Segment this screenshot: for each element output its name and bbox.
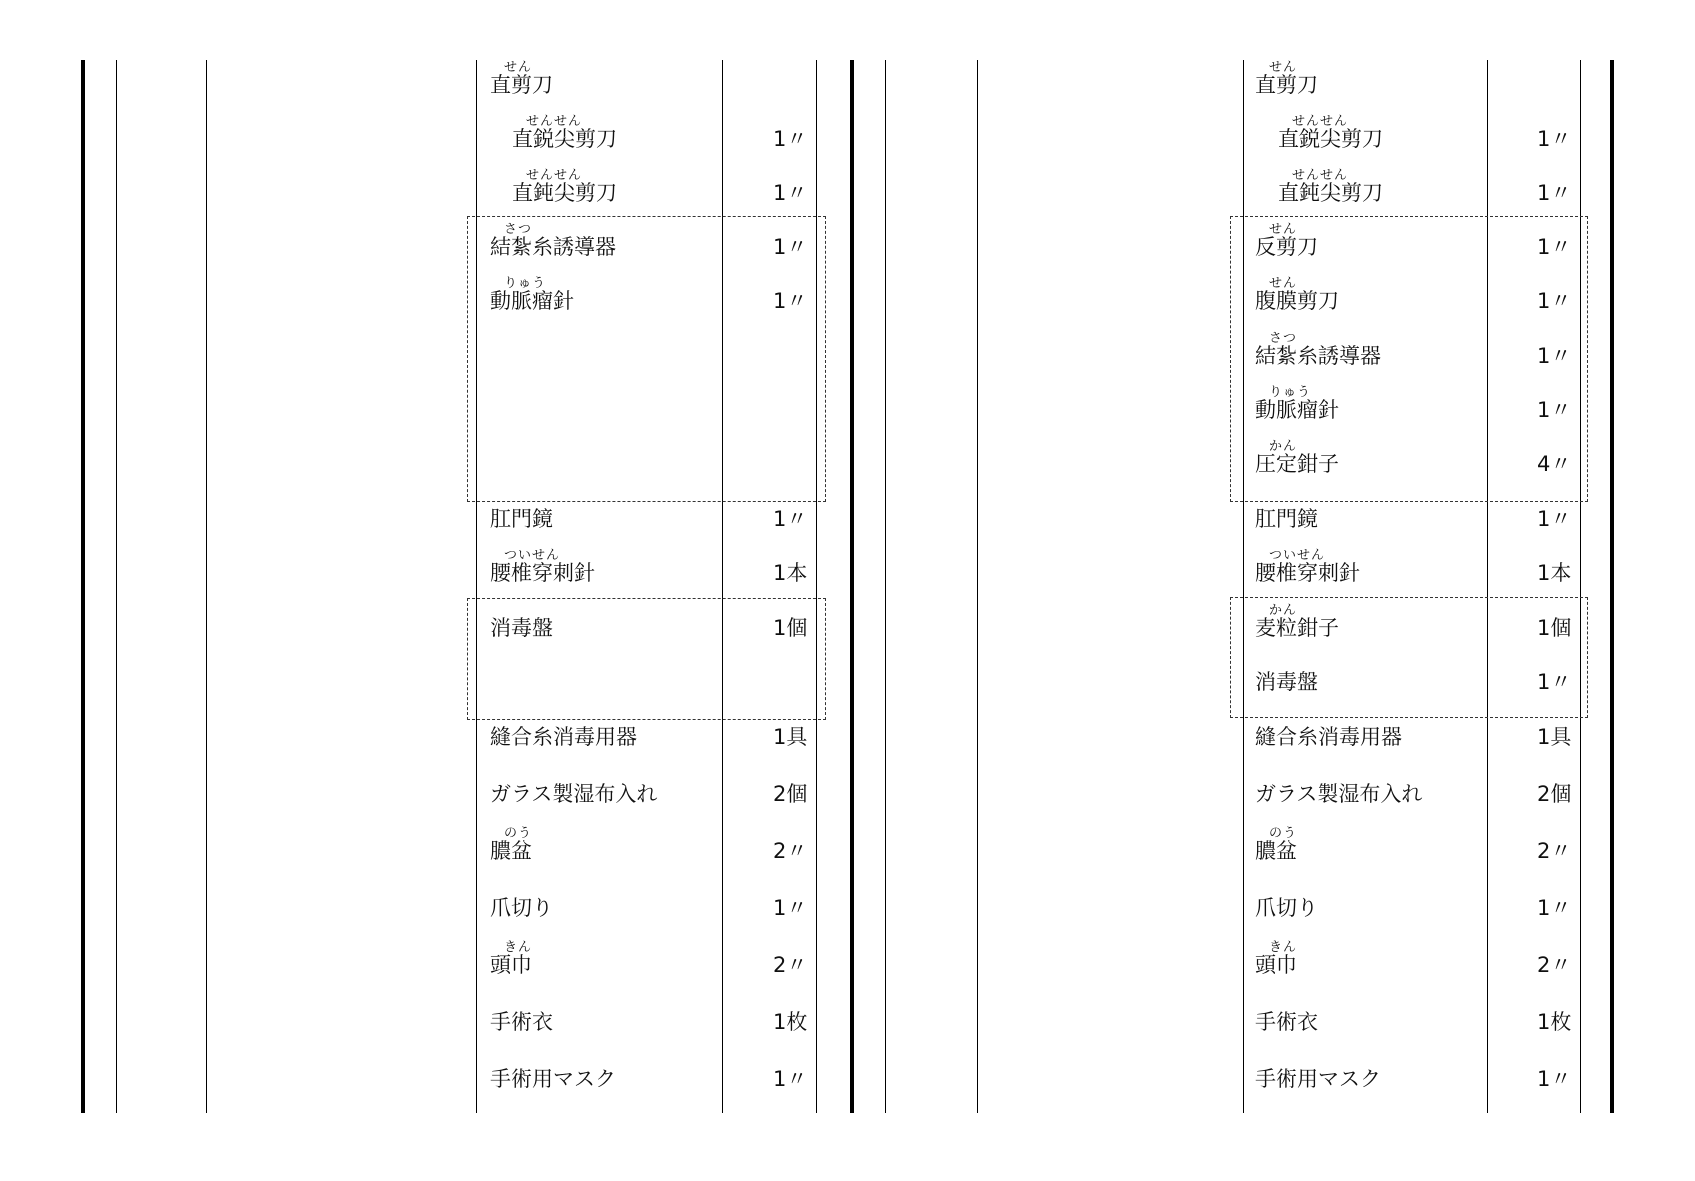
item-quantity: 2個 <box>773 782 808 806</box>
furigana: せん <box>1269 276 1298 291</box>
item-name: 縫合糸消毒用器 <box>1255 725 1402 749</box>
table-row <box>0 324 1695 378</box>
item-name: 腰椎穿刺針 <box>1255 561 1360 585</box>
table-row <box>0 1047 1695 1101</box>
item-name: 手術衣 <box>1255 1010 1318 1034</box>
item-name: ガラス製湿布入れ <box>490 782 658 806</box>
item-name: 肛門鏡 <box>490 507 553 531</box>
item-quantity: 1〃 <box>773 181 808 205</box>
item-quantity: 1〃 <box>1537 181 1572 205</box>
furigana: せん <box>1269 222 1298 237</box>
item-name: 麦粒鉗子 <box>1255 616 1339 640</box>
item-name: 腹膜剪刀 <box>1255 289 1339 313</box>
table-row <box>0 990 1695 1044</box>
item-name: 手術用マスク <box>490 1067 616 1091</box>
table-row <box>0 762 1695 816</box>
table-row <box>0 432 1695 486</box>
furigana: さつ <box>504 222 533 237</box>
item-quantity: 1〃 <box>1537 507 1572 531</box>
table-row <box>0 596 1695 650</box>
furigana: せんせん <box>526 114 583 129</box>
item-name: 直鋭尖剪刀 <box>512 127 617 151</box>
table-row <box>0 269 1695 323</box>
item-name: 動脈瘤針 <box>1255 398 1339 422</box>
item-quantity: 1本 <box>773 561 808 585</box>
furigana: せん <box>504 60 533 75</box>
item-name: 頭巾 <box>1255 953 1297 977</box>
furigana: かん <box>1269 603 1298 618</box>
item-quantity: 1〃 <box>773 235 808 259</box>
item-quantity: 1〃 <box>1537 896 1572 920</box>
item-name: 頭巾 <box>490 953 532 977</box>
item-name: 反剪刀 <box>1255 235 1318 259</box>
table-row <box>0 876 1695 930</box>
item-name: 動脈瘤針 <box>490 289 574 313</box>
item-quantity: 1〃 <box>773 507 808 531</box>
table-row <box>0 541 1695 595</box>
item-name: 結紮糸誘導器 <box>1255 344 1381 368</box>
furigana: ついせん <box>504 548 561 563</box>
table-row <box>0 933 1695 987</box>
furigana: りゅう <box>504 276 547 291</box>
item-name: 縫合糸消毒用器 <box>490 725 637 749</box>
item-quantity: 1枚 <box>773 1010 808 1034</box>
table-row <box>0 215 1695 269</box>
item-quantity: 1〃 <box>773 1067 808 1091</box>
furigana: きん <box>504 940 533 955</box>
furigana: せんせん <box>1292 168 1349 183</box>
item-name: 直剪刀 <box>1255 73 1318 97</box>
furigana: さつ <box>1269 331 1298 346</box>
item-quantity: 1〃 <box>1537 344 1572 368</box>
item-quantity: 2〃 <box>773 839 808 863</box>
item-quantity: 2〃 <box>1537 839 1572 863</box>
item-quantity: 1個 <box>1537 616 1572 640</box>
item-quantity: 1具 <box>773 725 808 749</box>
item-quantity: 1〃 <box>773 289 808 313</box>
furigana: せん <box>1269 60 1298 75</box>
furigana: ついせん <box>1269 548 1326 563</box>
item-name: 消毒盤 <box>490 616 553 640</box>
item-name: 手術用マスク <box>1255 1067 1381 1091</box>
item-quantity: 1〃 <box>1537 1067 1572 1091</box>
item-quantity: 1枚 <box>1537 1010 1572 1034</box>
item-name: 直鋭尖剪刀 <box>1278 127 1383 151</box>
item-name: 直剪刀 <box>490 73 553 97</box>
table-row <box>0 705 1695 759</box>
item-name: 腰椎穿刺針 <box>490 561 595 585</box>
item-quantity: 1〃 <box>773 896 808 920</box>
item-quantity: 1〃 <box>1537 289 1572 313</box>
item-name: ガラス製湿布入れ <box>1255 782 1423 806</box>
item-quantity: 1〃 <box>1537 670 1572 694</box>
item-name: 爪切り <box>1255 896 1318 920</box>
table-row <box>0 487 1695 541</box>
furigana: のう <box>504 826 533 841</box>
item-quantity: 1〃 <box>1537 235 1572 259</box>
table-row <box>0 107 1695 161</box>
item-name: 消毒盤 <box>1255 670 1318 694</box>
item-quantity: 1〃 <box>1537 398 1572 422</box>
item-name: 圧定鉗子 <box>1255 452 1339 476</box>
item-quantity: 1個 <box>773 616 808 640</box>
item-name: 肛門鏡 <box>1255 507 1318 531</box>
table-row <box>0 650 1695 704</box>
item-quantity: 1本 <box>1537 561 1572 585</box>
item-name: 膿盆 <box>490 839 532 863</box>
furigana: のう <box>1269 826 1298 841</box>
table-row <box>0 819 1695 873</box>
item-name: 直鈍尖剪刀 <box>512 181 617 205</box>
furigana: きん <box>1269 940 1298 955</box>
item-quantity: 2個 <box>1537 782 1572 806</box>
furigana: かん <box>1269 439 1298 454</box>
table-row <box>0 378 1695 432</box>
furigana: せんせん <box>1292 114 1349 129</box>
furigana: りゅう <box>1269 385 1312 400</box>
item-name: 膿盆 <box>1255 839 1297 863</box>
table-row <box>0 53 1695 107</box>
item-name: 手術衣 <box>490 1010 553 1034</box>
item-quantity: 1〃 <box>773 127 808 151</box>
item-quantity: 2〃 <box>773 953 808 977</box>
item-quantity: 1具 <box>1537 725 1572 749</box>
furigana: せんせん <box>526 168 583 183</box>
item-quantity: 2〃 <box>1537 953 1572 977</box>
item-name: 結紮糸誘導器 <box>490 235 616 259</box>
table-row <box>0 161 1695 215</box>
item-quantity: 4〃 <box>1537 452 1572 476</box>
item-name: 直鈍尖剪刀 <box>1278 181 1383 205</box>
item-name: 爪切り <box>490 896 553 920</box>
item-quantity: 1〃 <box>1537 127 1572 151</box>
